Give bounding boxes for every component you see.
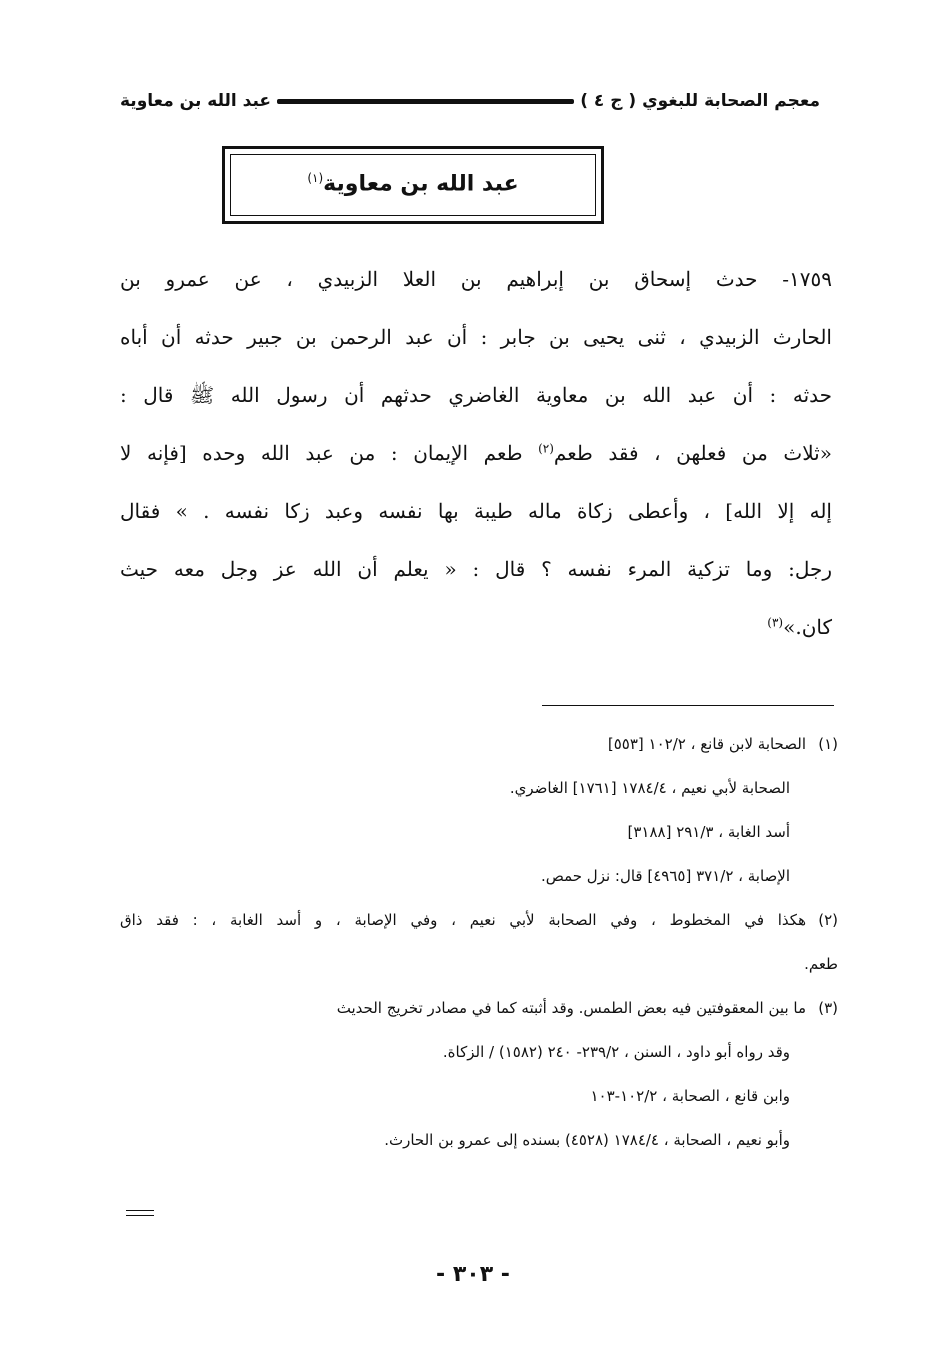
footnote-line: الصحابة لابن قانع ، ١٠٢/٢ [٥٥٣]	[607, 735, 806, 753]
hadith-footnote-ref: (٢)	[538, 441, 554, 456]
hadith-line: إله إلا الله] ، وأعطى زكاة ماله طيبة بها نفسه وعبد زكا نفسه . » فقال	[120, 499, 832, 523]
header-book: معجم الصحابة للبغوي	[642, 91, 820, 111]
footnote-separator	[542, 705, 834, 706]
footnote-line: طعم.	[804, 955, 838, 973]
hadith-line-part: طعم الإيمان : من عبد الله وحده [فإنه لا	[120, 441, 523, 465]
hadith-text	[120, 250, 832, 656]
footnote-line: وابن قانع ، الصحابة ، ١٠٢/٢-١٠٣	[590, 1087, 790, 1105]
hadith-line	[120, 424, 832, 482]
footnote-line: وقد رواه أبو داود ، السنن ، ٢٣٩/٢- ٢٤٠ (١٥٨٢) / الزكاة.	[442, 1043, 790, 1061]
section-title	[225, 171, 601, 196]
footnote-line: الإصابة ، ٣٧١/٢ [٤٩٦٥] قال: نزل حمص.	[540, 867, 790, 885]
header-subject: عبد الله بن معاوية	[120, 91, 272, 111]
continuation-mark	[126, 1210, 154, 1216]
title-footnote-ref: (١)	[307, 171, 324, 185]
hadith-line: رجل: وما تزكية المرء نفسه ؟ قال : « يعلم أن الله عز وجل معه حيث	[120, 557, 832, 581]
footnote-2	[120, 898, 838, 942]
running-header	[120, 84, 820, 118]
footnote-line: وأبو نعيم ، الصحابة ، ١٧٨٤/٤ (٤٥٢٨) بسنده إلى عمرو بن الحارث.	[384, 1131, 790, 1149]
footnote-number: (١)	[818, 735, 838, 753]
hadith-line: حدثه : أن عبد الله بن معاوية الغاضري حدثهم أن رسول الله ﷺ قال :	[120, 383, 832, 407]
footnote-line: أسد الغابة ، ٢٩١/٣ [٣١٨٨]	[627, 823, 790, 841]
footnote-3	[120, 986, 838, 1030]
footnote-number: (٣)	[818, 999, 838, 1017]
header-rule	[277, 99, 574, 104]
section-title-text: عبد الله بن معاوية	[323, 171, 519, 197]
footnotes	[120, 722, 838, 1162]
hadith-line: الحارث الزبيدي ، ثنى يحيى بن جابر : أن عبد الرحمن بن جبير حدثه أن أباه	[120, 325, 832, 349]
hadith-line: ١٧٥٩- حدث إسحاق بن إبراهيم بن العلا الزبيدي ، عن عمرو بن	[120, 267, 832, 291]
header-volume: ( ج ٤ )	[580, 91, 637, 111]
footnote-line: الصحابة لأبي نعيم ، ١٧٨٤/٤ [١٧٦١] الغاضري.	[509, 779, 790, 797]
title-box	[222, 146, 604, 224]
hadith-line-part: كان.»	[783, 615, 832, 639]
page-number: - ٣٠٣ -	[436, 1262, 510, 1287]
footnote-line: هكذا في المخطوط ، وفي الصحابة لأبي نعيم ، وفي الإصابة ، و أسد الغابة ، : فقد ذاق	[120, 911, 806, 929]
hadith-line-part: «ثلاث من فعلهن ، فقد طعم	[553, 441, 832, 465]
footnote-1	[120, 722, 838, 766]
hadith-footnote-ref: (٣)	[767, 615, 784, 630]
footnote-line: ما بين المعقوفتين فيه بعض الطمس. وقد أثبته كما في مصادر تخريج الحديث	[336, 999, 806, 1017]
hadith-line	[120, 598, 832, 656]
footnote-number: (٢)	[818, 911, 838, 929]
header-book-title	[580, 91, 820, 111]
